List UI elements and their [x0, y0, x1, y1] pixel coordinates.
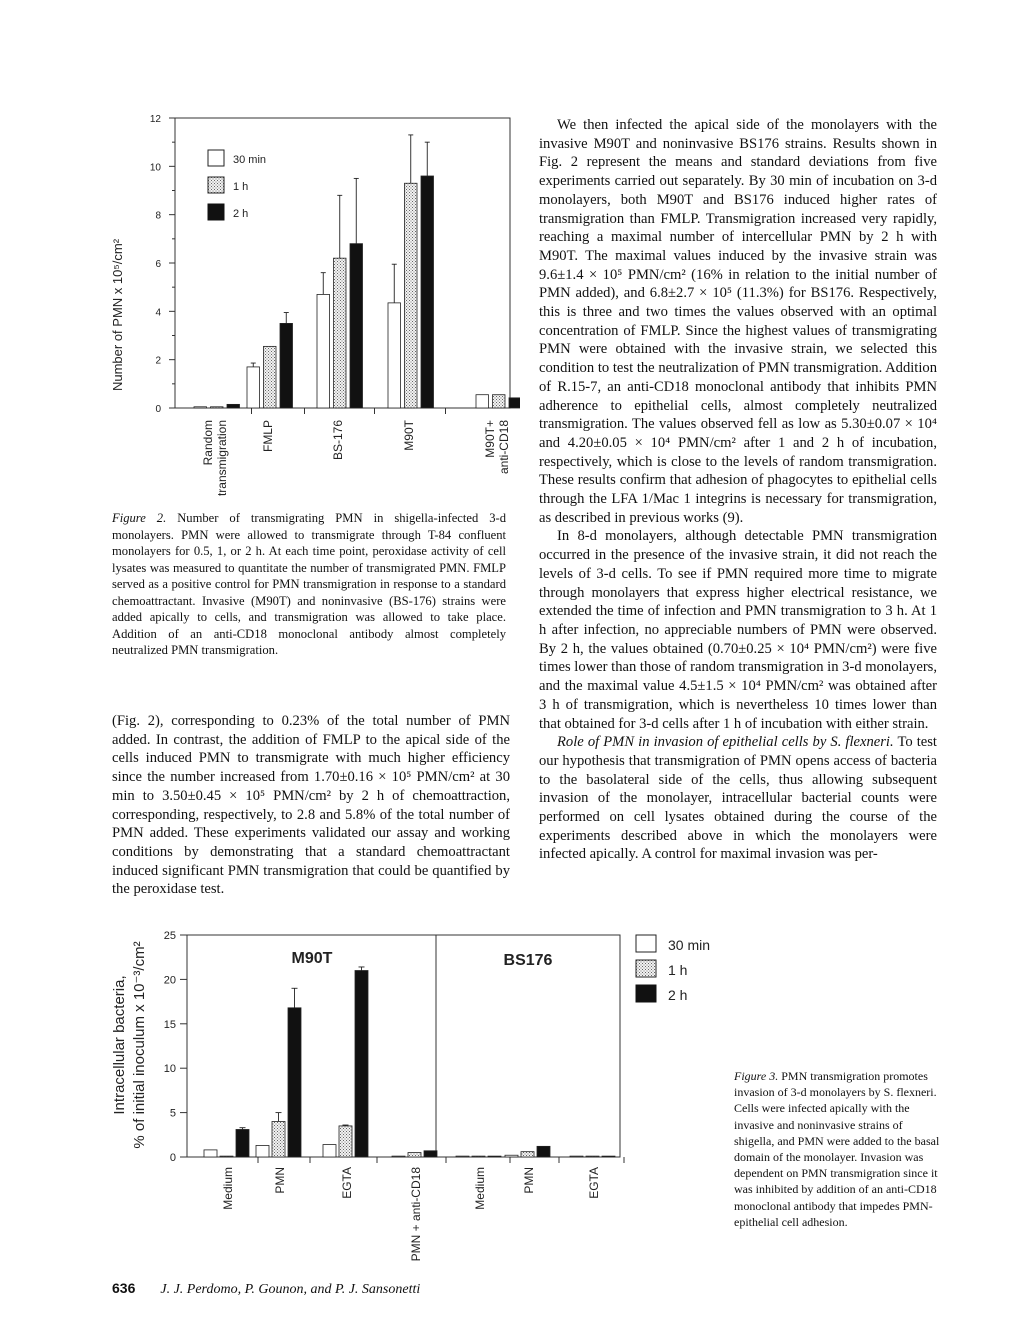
bar-pmn-30min: [256, 1145, 269, 1157]
x-category-label: EGTA: [587, 1167, 601, 1199]
bar-m90t-anti-cd18-30min: [476, 395, 489, 408]
legend-label-2h: 2 h: [233, 208, 249, 220]
x-category-label: EGTA: [340, 1167, 354, 1199]
bar-medium-2h: [236, 1129, 249, 1157]
legend-swatch-1h: [636, 960, 656, 977]
bar-egta-30min: [570, 1156, 583, 1157]
bars: [204, 967, 624, 1163]
bar-random-transmigration-2h: [227, 404, 240, 408]
x-category-label: PMN: [273, 1167, 287, 1194]
left-paragraph-1: (Fig. 2), corresponding to 0.23% of the total number of PMN added. In contrast, the addition of FMLP to the apical side of the cells induced PMN to transmigrate with much higher efficiency since the number increased from 1.70±0.16 × 10⁵ PMN/cm² at 30 min to 3.50±0.45 × 10⁵ PMN/cm² by 2 h of chemoattraction, corresponding, respectively, to 2.8 and 5.8% of the total number of PMN added. These experiments validated our assay and working conditions by demonstrating that a standard chemoattractant induced significant PMN transmigration that could be quantified by the peroxidase test.: [112, 713, 510, 898]
y-tick-label-0: 0: [155, 404, 161, 415]
bar-pmn-anti-cd18-1h: [408, 1153, 421, 1157]
bar-pmn-2h: [537, 1146, 550, 1157]
running-footer-authors: J. J. Perdomo, P. Gounon, and P. J. Sansonetti: [160, 1282, 421, 1297]
figure-2-chart: [100, 105, 520, 505]
y-axis-label: Number of PMN x 10⁵/cm²: [110, 238, 125, 392]
bar-random-transmigration-1h: [211, 407, 224, 408]
y-tick-label-10: 10: [149, 162, 161, 174]
legend-label-2h: 2 h: [668, 987, 688, 1003]
panel-title-bs176: BS176: [503, 952, 553, 969]
y-tick-label-5: 5: [169, 1107, 176, 1120]
bar-medium-2h: [488, 1156, 501, 1157]
y-tick-label-0: 0: [169, 1152, 176, 1164]
legend-swatch-2h: [636, 985, 656, 1002]
bar-m90t-1h: [405, 183, 418, 408]
page-number: 636: [112, 1280, 136, 1296]
section-heading: Role of PMN in invasion of epithelial cells by S. flexneri.: [557, 734, 894, 751]
right-column: [539, 116, 937, 864]
legend-swatch-30min: [636, 935, 656, 952]
y-tick-label-10: 10: [163, 1063, 176, 1076]
bar-bs-176-1h: [334, 258, 347, 408]
x-category-label: PMN: [522, 1167, 536, 1194]
bar-random-transmigration-30min: [194, 407, 207, 408]
figure-2-caption: [112, 510, 506, 659]
legend-label-1h: 1 h: [233, 181, 249, 193]
bar-egta-1h: [339, 1126, 352, 1157]
bar-medium-1h: [220, 1156, 233, 1157]
bar-egta-30min: [323, 1145, 336, 1157]
bar-pmn-2h: [288, 1008, 301, 1157]
plot-frame: [187, 935, 620, 1157]
left-column: [112, 712, 510, 899]
bar-pmn-1h: [272, 1121, 285, 1157]
x-category-label: BS-176: [330, 420, 345, 461]
page-footer: [112, 1280, 712, 1298]
x-category-label: Medium: [473, 1167, 487, 1210]
y-tick-label-20: 20: [163, 974, 176, 987]
bar-egta-1h: [586, 1156, 599, 1157]
x-category-label: Medium: [221, 1167, 235, 1210]
panel-title-m90t: M90T: [291, 950, 333, 967]
bar-pmn-1h: [521, 1152, 534, 1157]
bar-fmlp-30min: [247, 367, 260, 408]
y-tick-label-2: 2: [155, 355, 161, 367]
right-paragraph-1: We then infected the apical side of the monolayers with the invasive M90T and noninvasive BS176 strains. Results shown in Fig. 2 represent the means and standard deviations from five experiments carried out separately. By 30 min of incubation on 3-d monolayers, both M90T and BS176 induced higher rates of transmigration than FMLP. Transmigration increased very rapidly, reaching a maximal number of intercellular PMN by 2 h with M90T. The maximal values induced by the invasive strain was 9.6±1.4 × 10⁵ PMN/cm² (16% in relation to the initial number of PMN added), and 6.8±2.7 × 10⁵ (11.3%) for BS176. Respectively, this is three and two times the values observed with an optimal concentration of FMLP. Since the highest values of transmigrating PMN were obtained with the invasive strain, we selected this condition to test the neutralization of PMN transmigration. Addition of R.15-7, an anti-CD18 monoclonal antibody that inhibits PMN adherence to epithelial cells, almost completely neutralized transmigration. The values observed fell as low as 5.30±0.07 × 10⁴ and 4.20±0.05 × 10⁴ PMN/cm² after 1 and 2 h of incubation, respectively, which is close to the levels of random transmigration. These results confirm that adhesion of phagocytes to epithelial cells through the LFA 1/Mac 1 integrins is necessary for transmigration, as described in previous works (9).: [539, 117, 937, 526]
figure-2-caption-label: Figure 2.: [112, 511, 167, 525]
legend: [208, 150, 266, 220]
x-category-label: transmigration: [214, 420, 229, 497]
figure-3-legend: [630, 930, 740, 1010]
y-tick-label-15: 15: [163, 1018, 176, 1031]
x-axis-categories: [201, 419, 511, 496]
y-axis-ticks: [164, 930, 187, 1164]
figure-3-caption: [734, 1068, 942, 1230]
x-category-label: M90T+: [482, 420, 497, 458]
figure-2-caption-text: Number of transmigrating PMN in shigella-infected 3-d monolayers. PMN were allowed to transmigrate through T-84 confluent monolayers for 0.5, 1, or 2 h. At each time point, peroxidase activity of cell lysates was measured to quantitate the number of transmigrated PMN. FMLP served as a positive control for PMN transmigration in response to a standard chemoattractant. Invasive (M90T) and noninvasive (BS-176) strains were added apically to cells, and transmigration was allowed to take place. Addition of an anti-CD18 monoclonal antibody almost completely neutralized PMN transmigration.: [112, 511, 507, 657]
x-category-label: M90T: [401, 420, 416, 451]
bar-pmn-anti-cd18-2h: [424, 1151, 437, 1157]
legend-label-30min: 30 min: [668, 937, 711, 953]
right-paragraph-3: [539, 733, 937, 864]
bar-fmlp-1h: [264, 346, 277, 408]
y-tick-label-6: 6: [155, 259, 161, 270]
y-tick-label-4: 4: [155, 307, 161, 319]
legend-label-1h: 1 h: [668, 962, 688, 978]
legend-swatch-1h: [208, 177, 224, 193]
x-category-label: anti-CD18: [496, 420, 511, 475]
bar-m90t-30min: [388, 303, 401, 408]
right-paragraph-3-text: To test our hypothesis that transmigration of PMN opens access of bacteria to the basolateral side of the cells, thus allowing subsequent invasion of the monolayer, intracellular bacterial counts were performed on cell lysates obtained during the course of the experiments described above in which the monolayers were infected apically. A control for maximal invasion was per-: [539, 734, 937, 863]
y-axis-label-line-2: % of initial inoculum x 10⁻³/cm²: [131, 941, 148, 1149]
figure-3-caption-text: PMN transmigration promotes invasion of 3-d monolayers by S. flexneri. Cells were infected apically with the invasive and noninvasive strains of shigella, and PMN were added to the basal domain of the monolayer. Invasion was dependent on PMN transmigration since it was inhibited by addition of an anti-CD18 monoclonal antibody that impedes PMN-epithelial cell adhesion.: [734, 1069, 940, 1229]
bar-m90t-2h: [421, 176, 434, 408]
bar-egta-2h: [355, 971, 368, 1157]
bar-medium-1h: [472, 1156, 485, 1157]
bar-fmlp-2h: [280, 323, 293, 408]
right-paragraph-2: In 8-d monolayers, although detectable PMN transmigration occurred in the presence of the invasive strain, it did not reach the levels of 3-d cells. To see if PMN required more time to migrate through monolayers that express higher electrical resistance, we extended the time of infection and PMN transmigration to 3 h. At 1 h after infection, no appreciable numbers of PMN were observed. By 2 h, the values obtained (0.70±0.25 × 10⁴ PMN/cm²) were five times lower than those of random transmigration in 3-d monolayers, and the maximal value 4.5±1.5 × 10⁴ PMN/cm² was obtained after 3 h of transmigration, which is nevertheless 10 times lower than that obtained for 3-d cells after 1 h of incubation with either strain.: [539, 528, 938, 732]
bar-bs-176-30min: [317, 294, 330, 408]
legend-swatch-2h: [208, 204, 224, 220]
y-axis-ticks: [150, 114, 175, 415]
figure-3-chart: [100, 915, 630, 1275]
bar-m90t-anti-cd18-2h: [509, 398, 520, 408]
bar-egta-2h: [602, 1156, 615, 1157]
bars: [194, 135, 520, 414]
bar-pmn-anti-cd18-30min: [392, 1156, 405, 1157]
bar-m90t-anti-cd18-1h: [493, 395, 506, 408]
y-axis-label-line-1: Intracellular bacteria,: [111, 975, 128, 1115]
bar-medium-30min: [204, 1150, 217, 1157]
bar-medium-30min: [456, 1156, 469, 1157]
y-tick-label-25: 25: [163, 930, 176, 942]
x-axis-categories: [221, 1167, 601, 1262]
legend-label-30min: 30 min: [233, 154, 267, 166]
x-category-label: FMLP: [260, 420, 275, 453]
x-category-label: Random: [200, 420, 215, 466]
bar-pmn-30min: [505, 1155, 518, 1157]
y-tick-label-8: 8: [155, 210, 161, 222]
x-category-label: PMN + anti-CD18: [409, 1167, 423, 1262]
figure-3-caption-label: Figure 3.: [734, 1069, 779, 1083]
legend-swatch-30min: [208, 150, 224, 166]
bar-bs-176-2h: [350, 244, 363, 408]
y-tick-label-12: 12: [149, 114, 161, 125]
